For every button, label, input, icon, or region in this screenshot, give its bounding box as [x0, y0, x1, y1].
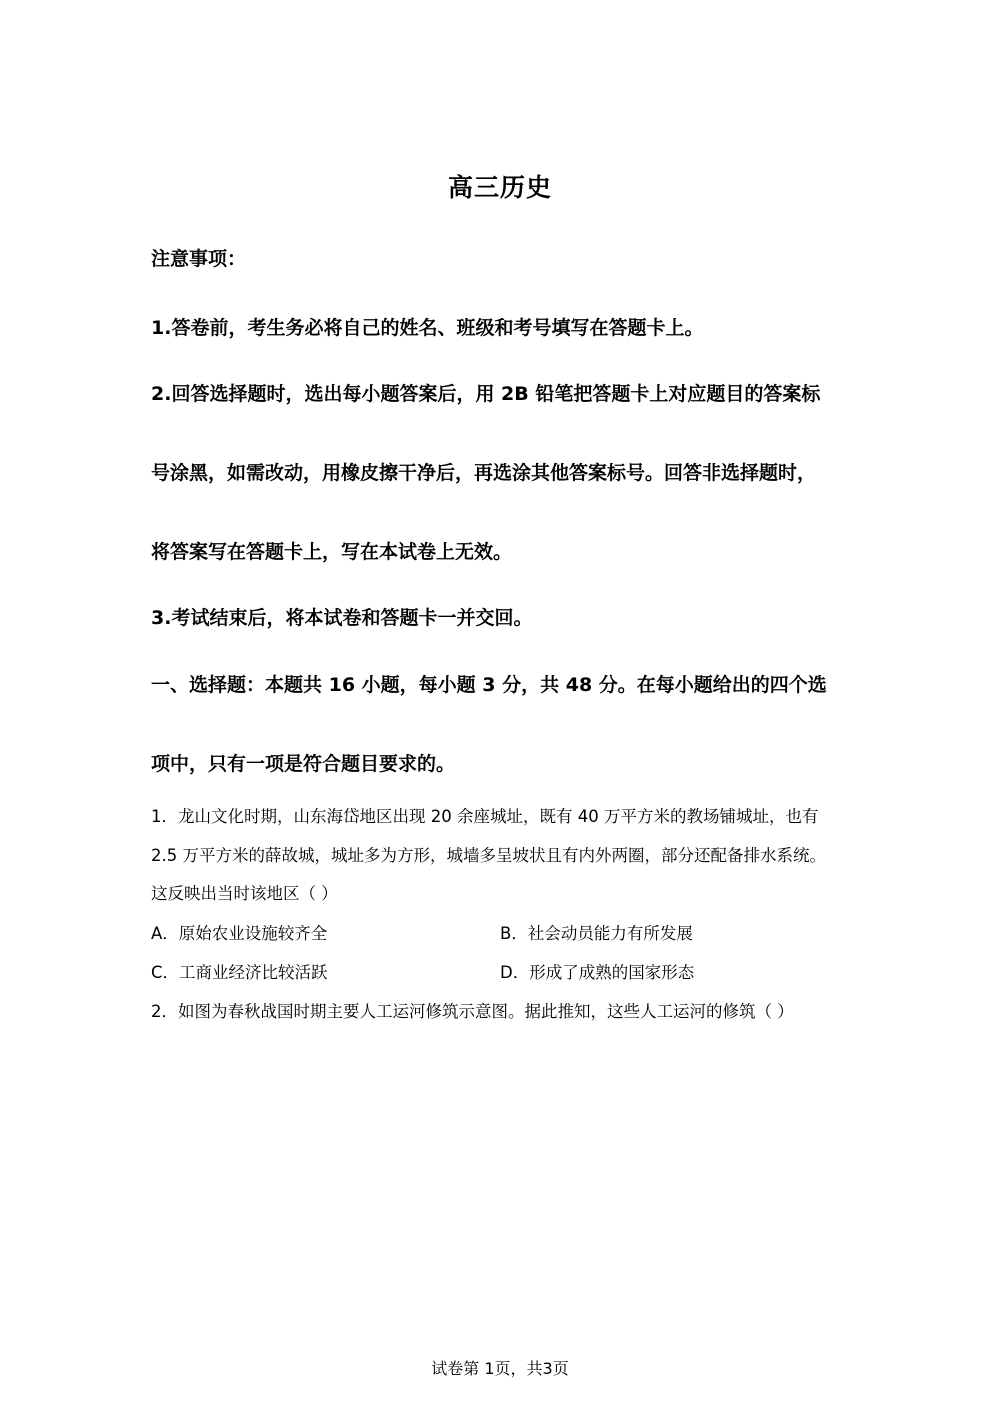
page-footer: 试卷第 1页，共3页: [431, 1359, 569, 1378]
question-1-option-d: D．形成了成熟的国家形态: [500, 963, 695, 982]
question-1-option-c: C．工商业经济比较活跃: [151, 963, 328, 982]
notice-line-3: 号涂黑，如需改动，用橡皮擦干净后，再选涂其他答案标号。回答非选择题时，: [151, 462, 817, 484]
notice-line-2: 2.回答选择题时，选出每小题答案后，用 2B 铅笔把答题卡上对应题目的答案标: [151, 383, 821, 405]
notice-line-4: 将答案写在答题卡上，写在本试卷上无效。: [151, 541, 513, 563]
question-1-option-a: A．原始农业设施较齐全: [151, 924, 328, 943]
question-1-line-2: 2.5 万平方米的薛故城，城址多为方形，城墙多呈坡状且有内外两圈，部分还配备排水系统。: [151, 846, 826, 865]
question-1-line-3: 这反映出当时该地区（ ）: [151, 884, 338, 903]
section-heading-line-2: 项中，只有一项是符合题目要求的。: [151, 753, 456, 775]
question-1-option-b: B．社会动员能力有所发展: [500, 924, 693, 943]
notice-heading: 注意事项：: [151, 248, 247, 270]
section-heading-line-1: 一、选择题：本题共 16 小题，每小题 3 分，共 48 分。在每小题给出的四个选: [151, 674, 827, 696]
notice-line-5: 3.考试结束后，将本试卷和答题卡一并交回。: [151, 607, 533, 629]
page-title: 高三历史: [447, 173, 552, 202]
question-1-line-1: 1．龙山文化时期，山东海岱地区出现 20 余座城址，既有 40 万平方米的教场铺城址，也有: [151, 807, 819, 826]
question-2-line-1: 2．如图为春秋战国时期主要人工运河修筑示意图。据此推知，这些人工运河的修筑（ ）: [151, 1002, 794, 1021]
notice-line-1: 1.答卷前，考生务必将自己的姓名、班级和考号填写在答题卡上。: [151, 317, 704, 339]
